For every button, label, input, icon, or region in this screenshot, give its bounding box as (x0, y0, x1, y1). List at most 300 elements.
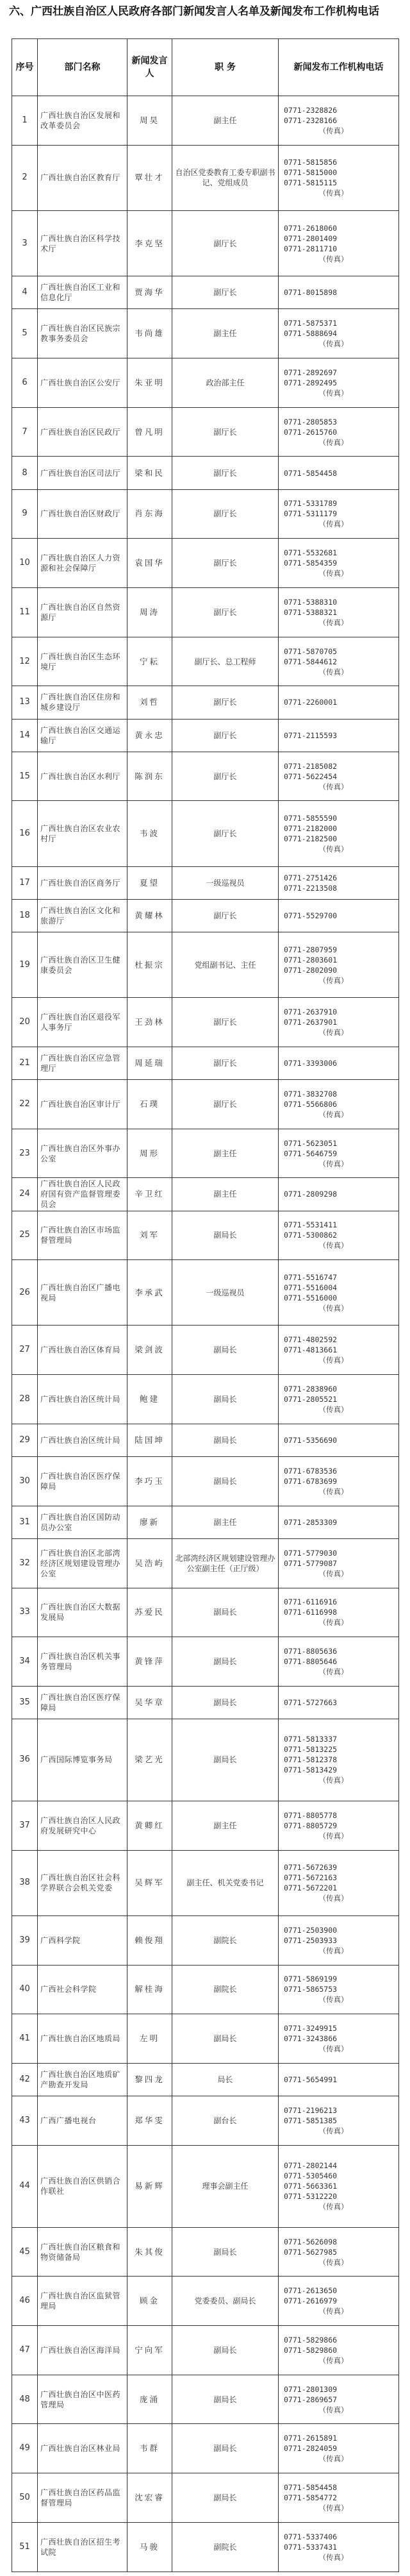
spokesperson-name: 韦群 (127, 2424, 172, 2473)
phone-number: 0771-2328166 (284, 115, 338, 125)
spokesperson-name: 曾凡明 (127, 407, 172, 457)
phone-number: 0771-5305460 (284, 2171, 338, 2181)
row-index: 36 (12, 1719, 38, 1801)
position: 副厅长 (172, 899, 279, 932)
position: 副厅长 (172, 539, 279, 588)
phone-cell (279, 309, 399, 358)
phone-number: 0771-2185082 (284, 761, 338, 771)
phone-cell (279, 210, 399, 276)
fax-label: （传真） (318, 1356, 348, 1365)
fax-label: （传真） (318, 1995, 348, 2005)
phone-number: 0771-5779030 (284, 1548, 338, 1558)
phone-number: 0771-5654991 (284, 2075, 338, 2085)
department-name: 广西壮族自治区统计局 (38, 1375, 127, 1424)
row-index: 48 (12, 2375, 38, 2424)
fax-label: （传真） (318, 2454, 348, 2464)
row-index: 31 (12, 1506, 38, 1538)
table-row (12, 276, 399, 309)
phone-number: 0771-2616979 (284, 2296, 338, 2306)
phone-number: 0771-5623051 (284, 1138, 338, 1148)
phone-number: 0771-5672163 (284, 1873, 338, 1883)
fax-label: （传真） (318, 1776, 348, 1785)
table-row (12, 2326, 399, 2375)
row-index: 1 (12, 96, 38, 146)
phone-number: 0771-2615891 (284, 2434, 338, 2443)
phone-number: 0771-5854458 (284, 2483, 338, 2493)
phone-cell (279, 1457, 399, 1506)
table-row (12, 1965, 399, 2014)
phone-number: 0771-3249915 (284, 2024, 338, 2033)
fax-label: （传真） (318, 126, 348, 135)
phone-number: 0771-2801309 (284, 2384, 338, 2394)
spokesperson-name: 黎四龙 (127, 2063, 172, 2096)
position: 副局长 (172, 1588, 279, 1637)
fax-label: （传真） (318, 519, 348, 529)
phone-cell (279, 2522, 399, 2572)
table-row (12, 539, 399, 588)
phone-cell (279, 1178, 399, 1211)
phone-cell (279, 2424, 399, 2473)
table-row (12, 1538, 399, 1588)
table-row (12, 637, 399, 686)
phone-number: 0771-2503933 (284, 1935, 338, 1945)
fax-label: （传真） (318, 2307, 348, 2316)
row-index: 11 (12, 588, 38, 637)
phone-number: 0771-2801409 (284, 233, 338, 243)
position: 北部湾经济区规划建设管理办公室副主任（正厅级） (172, 1538, 279, 1588)
phone-number: 0771-5622454 (284, 771, 338, 781)
table-row (12, 686, 399, 719)
phone-cell (279, 1079, 399, 1129)
phone-number: 0771-2182500 (284, 834, 338, 843)
phone-number: 0771-5813429 (284, 1765, 338, 1775)
spokesperson-name: 赖俊翔 (127, 1915, 172, 1965)
position: 局长 (172, 2063, 279, 2096)
department-name: 广西壮族自治区医疗保障局 (38, 1686, 127, 1719)
phone-cell (279, 1211, 399, 1260)
table-row (12, 1801, 399, 1850)
phone-number: 0771-2328826 (284, 105, 338, 115)
phone-number: 0771-5516004 (284, 1283, 338, 1292)
phone-number: 0771-2613650 (284, 2286, 338, 2296)
fax-label: （传真） (318, 1303, 348, 1313)
phone-number: 0771-5337431 (284, 2542, 338, 2552)
department-name: 广西壮族自治区卫生健康委员会 (38, 932, 127, 997)
spokesperson-name: 李承武 (127, 1260, 172, 1326)
spokesperson-name: 陆国坤 (127, 1424, 172, 1456)
phone-cell (279, 2145, 399, 2227)
department-name: 广西壮族自治区海洋局 (38, 2326, 127, 2375)
phone-number: 0771-8805636 (284, 1647, 338, 1656)
phone-number: 0771-2618060 (284, 223, 338, 233)
spokesperson-name: 苏爱民 (127, 1588, 172, 1637)
phone-number: 0771-2615760 (284, 427, 338, 437)
row-index: 22 (12, 1079, 38, 1129)
row-index: 32 (12, 1538, 38, 1588)
phone-number: 0771-2802144 (284, 2161, 338, 2171)
fax-label: （传真） (318, 975, 348, 985)
phone-cell (279, 1965, 399, 2014)
phone-number: 0771-5888694 (284, 329, 338, 339)
position: 副厅长 (172, 276, 279, 309)
phone-number: 0771-2853309 (284, 1517, 338, 1527)
fax-label: （传真） (318, 189, 348, 198)
position: 副厅长 (172, 1047, 279, 1079)
position: 副局长 (172, 1211, 279, 1260)
position: 副厅长 (172, 719, 279, 752)
position: 副主任 (172, 1801, 279, 1850)
row-index: 6 (12, 358, 38, 408)
department-name: 广西壮族自治区机关事务管理局 (38, 1637, 127, 1687)
fax-label: （传真） (318, 1486, 348, 1496)
row-index: 14 (12, 719, 38, 752)
position: 副院长 (172, 1915, 279, 1965)
position: 副厅长 (172, 407, 279, 457)
spokesperson-name: 朱亚明 (127, 358, 172, 408)
position: 副厅长 (172, 1079, 279, 1129)
position: 自治区党委教育工委专职副书记、党组成员 (172, 145, 279, 210)
row-index: 23 (12, 1129, 38, 1178)
phone-number: 0771-2260001 (284, 698, 338, 707)
fax-label: （传真） (318, 569, 348, 578)
phone-cell (279, 2473, 399, 2523)
phone-number: 0771-8015898 (284, 288, 338, 298)
phone-cell (279, 2096, 399, 2146)
row-index: 44 (12, 2145, 38, 2227)
row-index: 17 (12, 866, 38, 899)
table-row (12, 1326, 399, 1375)
row-index: 30 (12, 1457, 38, 1506)
table-row (12, 719, 399, 752)
row-index: 4 (12, 276, 38, 309)
spokesperson-name: 夏望 (127, 866, 172, 899)
fax-label: （传真） (318, 1618, 348, 1628)
phone-cell (279, 1375, 399, 1424)
phone-number: 0771-5854359 (284, 559, 338, 568)
phone-cell (279, 2326, 399, 2375)
spokesperson-name: 宁耘 (127, 637, 172, 686)
phone-number: 0771-2824059 (284, 2444, 338, 2454)
department-name: 广西壮族自治区市场监督管理局 (38, 1211, 127, 1260)
fax-label: （传真） (318, 2202, 348, 2212)
spokesperson-name: 肖东海 (127, 489, 172, 539)
phone-number: 0771-5312220 (284, 2192, 338, 2201)
table-row (12, 2063, 399, 2096)
phone-number: 0771-5388310 (284, 597, 338, 607)
department-name: 广西壮族自治区医疗保障局 (38, 1457, 127, 1506)
row-index: 35 (12, 1686, 38, 1719)
row-index: 12 (12, 637, 38, 686)
table-row (12, 358, 399, 408)
phone-number: 0771-5672201 (284, 1883, 338, 1893)
spokesperson-name: 周形 (127, 1129, 172, 1178)
row-index: 13 (12, 686, 38, 719)
department-name: 广西壮族自治区人民政府发展研究中心 (38, 1801, 127, 1850)
table-body (12, 96, 399, 2572)
phone-number: 0771-5300862 (284, 1231, 338, 1240)
fax-label: （传真） (318, 2504, 348, 2513)
fax-label: （传真） (318, 844, 348, 854)
phone-number: 0771-2892697 (284, 367, 338, 377)
department-name: 广西壮族自治区人民政府国有资产监督管理委员会 (38, 1178, 127, 1211)
row-index: 47 (12, 2326, 38, 2375)
table-row (12, 1686, 399, 1719)
table-row (12, 2145, 399, 2227)
row-index: 51 (12, 2522, 38, 2572)
department-name: 广西壮族自治区商务厅 (38, 866, 127, 899)
row-index: 39 (12, 1915, 38, 1965)
department-name: 广西壮族自治区工业和信息化厅 (38, 276, 127, 309)
row-index: 26 (12, 1260, 38, 1326)
phone-number: 0771-5337406 (284, 2532, 338, 2541)
position: 副厅长 (172, 998, 279, 1047)
fax-label: （传真） (318, 1109, 348, 1119)
fax-label: （传真） (318, 1241, 348, 1250)
phone-cell (279, 457, 399, 489)
table-row (12, 309, 399, 358)
phone-cell (279, 1047, 399, 1079)
phone-number: 0771-5813337 (284, 1735, 338, 1744)
phone-number: 0771-5311179 (284, 509, 338, 519)
spokesperson-table (12, 38, 399, 2572)
spokesperson-name: 黄锋萍 (127, 1637, 172, 1687)
table-row (12, 2473, 399, 2523)
phone-cell (279, 686, 399, 719)
position: 副台长 (172, 2096, 279, 2146)
phone-number: 0771-2637910 (284, 1007, 338, 1016)
row-index: 50 (12, 2473, 38, 2523)
department-name: 广西社会科学院 (38, 1965, 127, 2014)
department-name: 广西壮族自治区地质矿产勘查开发局 (38, 2063, 127, 2096)
table-row (12, 2522, 399, 2572)
phone-number: 0771-5727663 (284, 1698, 338, 1707)
row-index: 8 (12, 457, 38, 489)
position: 副局长 (172, 2014, 279, 2064)
fax-label: （传真） (318, 782, 348, 791)
department-name: 广西壮族自治区广播电视局 (38, 1260, 127, 1326)
department-name: 广西壮族自治区交通运输厅 (38, 719, 127, 752)
page-title: 六、广西壮族自治区人民政府各部门新闻发言人名单及新闻发布工作机构电话 (9, 5, 379, 18)
phone-cell (279, 2375, 399, 2424)
spokesperson-name: 周昊 (127, 96, 172, 146)
phone-cell (279, 719, 399, 752)
phone-number: 0771-5516747 (284, 1272, 338, 1282)
phone-cell (279, 588, 399, 637)
spokesperson-name: 沈宏睿 (127, 2473, 172, 2523)
position: 副局长 (172, 1326, 279, 1375)
row-index: 38 (12, 1850, 38, 1915)
phone-cell (279, 1801, 399, 1850)
table-row (12, 1129, 399, 1178)
position: 一级巡视员 (172, 1260, 279, 1326)
row-index: 34 (12, 1637, 38, 1687)
table-header-row (12, 39, 399, 96)
fax-label: （传真） (318, 339, 348, 349)
position: 副院长 (172, 1965, 279, 2014)
spokesperson-name: 覃壮才 (127, 145, 172, 210)
position: 副院长 (172, 2522, 279, 2572)
fax-label: （传真） (318, 618, 348, 627)
department-name: 广西广播电视台 (38, 2096, 127, 2146)
table-row (12, 1637, 399, 1687)
phone-number: 0771-5869199 (284, 1974, 338, 1984)
table-row (12, 1719, 399, 1801)
phone-number: 0771-5854458 (284, 468, 338, 478)
position: 副厅长 (172, 457, 279, 489)
position: 副局长 (172, 1457, 279, 1506)
phone-cell (279, 1129, 399, 1178)
phone-cell (279, 1686, 399, 1719)
phone-cell (279, 276, 399, 309)
row-index: 37 (12, 1801, 38, 1850)
phone-number: 0771-3832708 (284, 1089, 338, 1099)
position: 副局长 (172, 2473, 279, 2523)
table-row (12, 96, 399, 146)
header-position: 职 务 (172, 39, 279, 96)
spokesperson-name: 梁剑波 (127, 1326, 172, 1375)
row-index: 24 (12, 1178, 38, 1211)
spokesperson-name: 郑华雯 (127, 2096, 172, 2146)
department-name: 广西壮族自治区住房和城乡建设厅 (38, 686, 127, 719)
spokesperson-name: 易新辉 (127, 2145, 172, 2227)
spokesperson-name: 杜振宗 (127, 932, 172, 997)
table-row (12, 1850, 399, 1915)
table-row (12, 1457, 399, 1506)
position: 副厅长 (172, 588, 279, 637)
table-row (12, 1915, 399, 1965)
table-row (12, 932, 399, 997)
phone-number: 0771-5855590 (284, 813, 338, 823)
phone-cell (279, 1424, 399, 1456)
department-name: 广西壮族自治区统计局 (38, 1424, 127, 1456)
phone-number: 0771-5646759 (284, 1149, 338, 1158)
spokesperson-name: 贾海华 (127, 276, 172, 309)
phone-number: 0771-5875371 (284, 319, 338, 328)
department-name: 广西壮族自治区北部湾经济区规划建设管理办公室 (38, 1538, 127, 1588)
phone-number: 0771-8805778 (284, 1810, 338, 1820)
phone-number: 0771-5516000 (284, 1293, 338, 1302)
phone-number: 0771-2803601 (284, 955, 338, 964)
row-index: 25 (12, 1211, 38, 1260)
phone-number: 0771-5812378 (284, 1755, 338, 1765)
department-name: 广西壮族自治区地质局 (38, 2014, 127, 2064)
phone-number: 0771-5532681 (284, 548, 338, 558)
row-index: 41 (12, 2014, 38, 2064)
phone-number: 0771-2892495 (284, 378, 338, 387)
row-index: 28 (12, 1375, 38, 1424)
phone-number: 0771-5529700 (284, 911, 338, 920)
phone-number: 0771-2838960 (284, 1385, 338, 1394)
department-name: 广西壮族自治区外事办公室 (38, 1129, 127, 1178)
spokesperson-name: 周延瑞 (127, 1047, 172, 1079)
position: 副局长 (172, 1424, 279, 1456)
row-index: 5 (12, 309, 38, 358)
position: 副主任 (172, 1506, 279, 1538)
phone-number: 0771-2805521 (284, 1395, 338, 1404)
table-row (12, 1260, 399, 1326)
phone-cell (279, 2014, 399, 2064)
department-name: 广西国际博览事务局 (38, 1719, 127, 1801)
spokesperson-name: 袁国华 (127, 539, 172, 588)
phone-number: 0771-5829866 (284, 2335, 338, 2344)
table-row (12, 457, 399, 489)
spokesperson-name: 宁向军 (127, 2326, 172, 2375)
phone-cell (279, 2277, 399, 2326)
phone-cell (279, 1719, 399, 1801)
phone-number: 0771-2811710 (284, 244, 338, 253)
spokesperson-name: 梁艺光 (127, 1719, 172, 1801)
phone-number: 0771-5356690 (284, 1435, 338, 1445)
position: 副厅长、总工程师 (172, 637, 279, 686)
phone-number: 0771-5851385 (284, 2116, 338, 2125)
phone-number: 0771-5627985 (284, 2247, 338, 2257)
fax-label: （传真） (318, 2257, 348, 2267)
phone-number: 0771-2751426 (284, 873, 338, 882)
department-name: 广西壮族自治区水利厅 (38, 752, 127, 801)
department-name: 广西壮族自治区科学技术厅 (38, 210, 127, 276)
phone-cell (279, 407, 399, 457)
department-name: 广西壮族自治区文化和旅游厅 (38, 899, 127, 932)
phone-number: 0771-6116998 (284, 1608, 338, 1617)
spokesperson-name: 黄永忠 (127, 719, 172, 752)
phone-cell (279, 1326, 399, 1375)
phone-number: 0771-2802090 (284, 965, 338, 975)
department-name: 广西壮族自治区体育局 (38, 1326, 127, 1375)
row-index: 16 (12, 801, 38, 866)
position: 副局长 (172, 1719, 279, 1801)
position: 副厅长 (172, 489, 279, 539)
phone-number: 0771-2115593 (284, 730, 338, 740)
table-row (12, 1211, 399, 1260)
row-index: 7 (12, 407, 38, 457)
row-index: 18 (12, 899, 38, 932)
table-row (12, 2096, 399, 2146)
department-name: 广西壮族自治区农业农村厅 (38, 801, 127, 866)
position: 政治部主任 (172, 358, 279, 408)
spokesperson-name: 辛卫红 (127, 1178, 172, 1211)
phone-number: 0771-2196213 (284, 2105, 338, 2115)
fax-label: （传真） (318, 437, 348, 447)
department-name: 广西壮族自治区民族宗教事务委员会 (38, 309, 127, 358)
fax-label: （传真） (318, 254, 348, 264)
spokesperson-name: 韦尚雄 (127, 309, 172, 358)
spokesperson-name: 解桂海 (127, 1965, 172, 2014)
phone-number: 0771-5531411 (284, 1220, 338, 1230)
position: 副主任 (172, 309, 279, 358)
phone-number: 0771-5870705 (284, 646, 338, 656)
spokesperson-name: 梁和民 (127, 457, 172, 489)
department-name: 广西壮族自治区粮食和物资储备局 (38, 2227, 127, 2277)
row-index: 3 (12, 210, 38, 276)
spokesperson-name: 石璞 (127, 1079, 172, 1129)
table-row (12, 1424, 399, 1456)
fax-label: （传真） (318, 1894, 348, 1903)
position: 副主任 (172, 1178, 279, 1211)
position: 副局长 (172, 2375, 279, 2424)
position: 副厅长 (172, 801, 279, 866)
phone-number: 0771-5829860 (284, 2345, 338, 2355)
table-row (12, 1506, 399, 1538)
phone-cell (279, 1637, 399, 1687)
table-row (12, 407, 399, 457)
department-name: 广西壮族自治区国防动员办公室 (38, 1506, 127, 1538)
fax-label: （传真） (318, 1946, 348, 1955)
phone-cell (279, 866, 399, 899)
spokesperson-name: 周涛 (127, 588, 172, 637)
department-name: 广西壮族自治区自然资源厅 (38, 588, 127, 637)
phone-number: 0771-8805646 (284, 1657, 338, 1667)
phone-number: 0771-3243866 (284, 2034, 338, 2044)
